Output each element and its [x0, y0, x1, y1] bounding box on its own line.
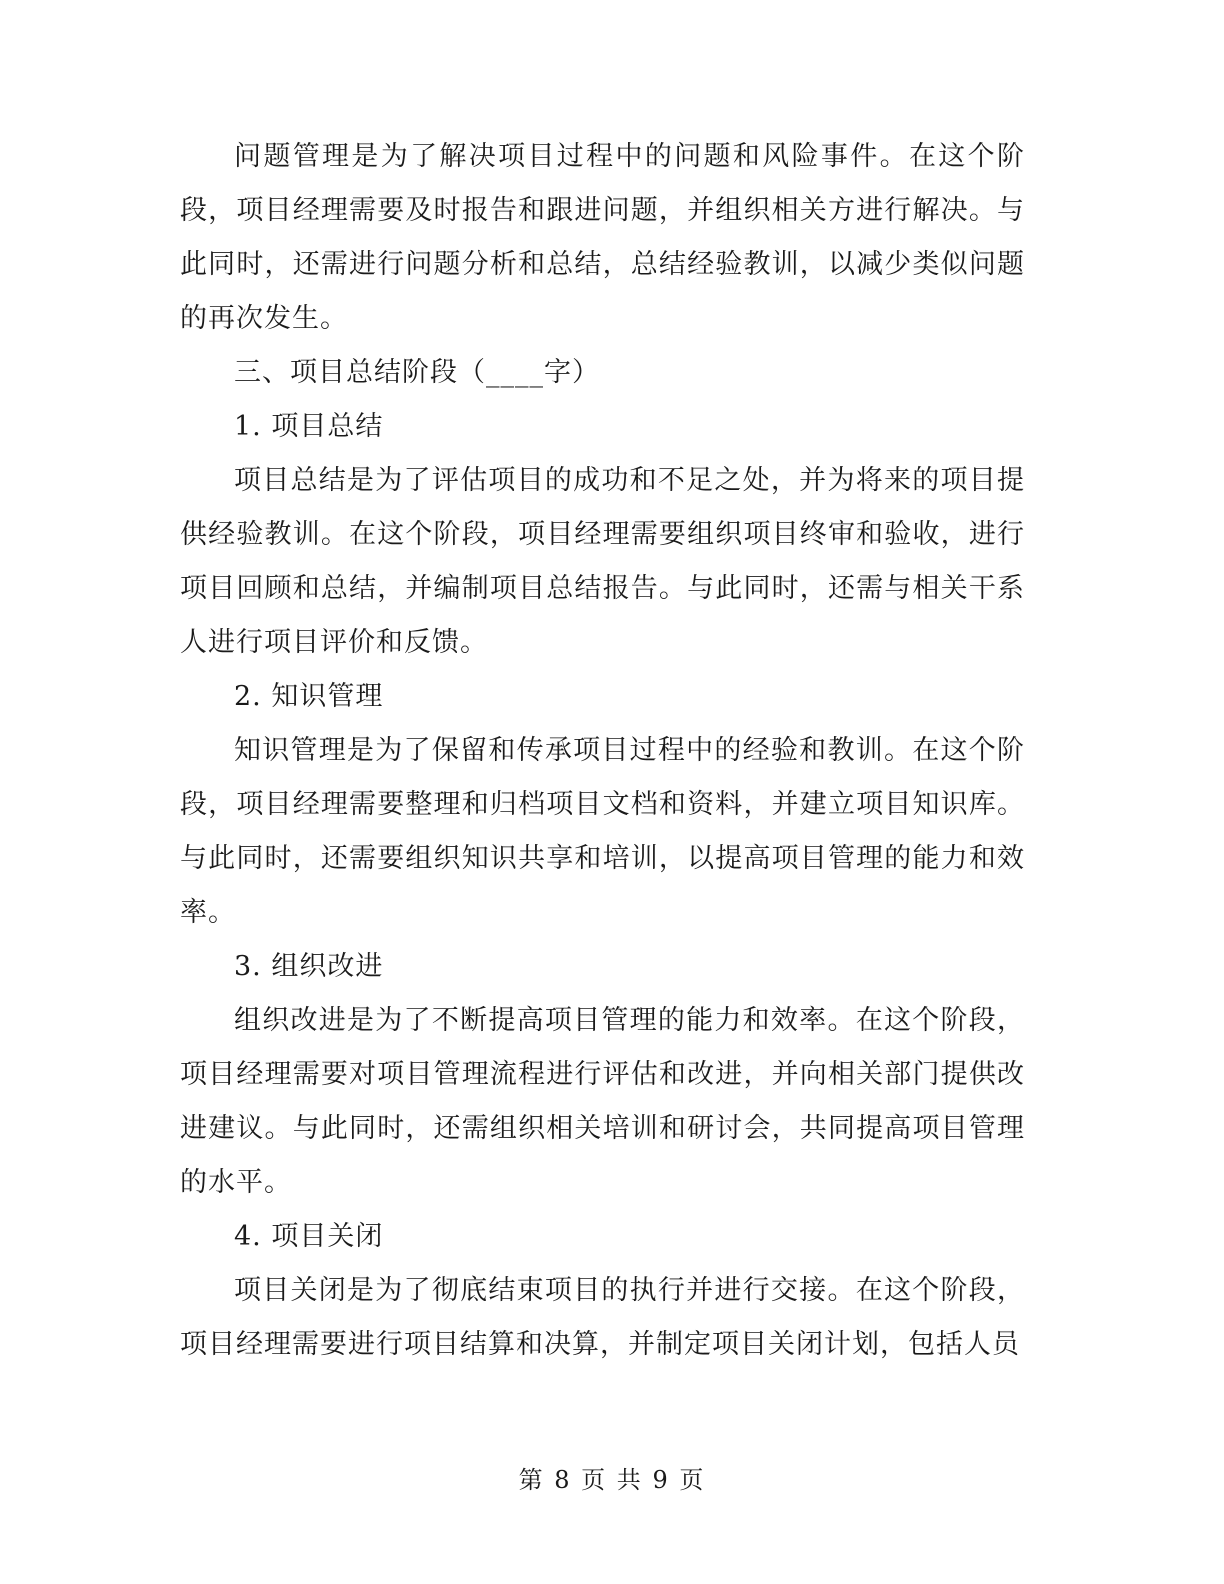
section-heading-project-summary-phase: 三、项目总结阶段（____字） [234, 357, 600, 388]
paragraph-project-closure: 项目关闭是为了彻底结束项目的执行并进行交接。在这个阶段，项目经理需要进行项目结算和决算，并制定项目关闭计划，包括人员 [180, 1275, 1025, 1360]
subheading-project-closure: 4. 项目关闭 [234, 1221, 384, 1252]
page-number-footer: 第 8 页 共 9 页 [518, 1466, 706, 1494]
paragraph-problem-management: 问题管理是为了解决项目过程中的问题和风险事件。在这个阶段，项目经理需要及时报告和跟进问题，并组织相关方进行解决。与此同时，还需进行问题分析和总结，总结经验教训，以减少类似问题的再次发生。 [180, 141, 1025, 334]
paragraph-project-summary: 项目总结是为了评估项目的成功和不足之处，并为将来的项目提供经验教训。在这个阶段，项目经理需要组织项目终审和验收，进行项目回顾和总结，并编制项目总结报告。与此同时，还需与相关干系人进行项目评价和反馈。 [180, 465, 1025, 658]
document-body [180, 130, 1025, 1372]
paragraph-knowledge-management: 知识管理是为了保留和传承项目过程中的经验和教训。在这个阶段，项目经理需要整理和归档项目文档和资料，并建立项目知识库。与此同时，还需要组织知识共享和培训，以提高项目管理的能力和效率。 [180, 735, 1025, 928]
subheading-project-summary: 1. 项目总结 [234, 411, 384, 442]
paragraph-organization-improvement: 组织改进是为了不断提高项目管理的能力和效率。在这个阶段，项目经理需要对项目管理流程进行评估和改进，并向相关部门提供改进建议。与此同时，还需组织相关培训和研讨会，共同提高项目管理的水平。 [180, 1005, 1025, 1198]
subheading-organization-improvement: 3. 组织改进 [234, 951, 384, 982]
subheading-knowledge-management: 2. 知识管理 [234, 681, 384, 712]
